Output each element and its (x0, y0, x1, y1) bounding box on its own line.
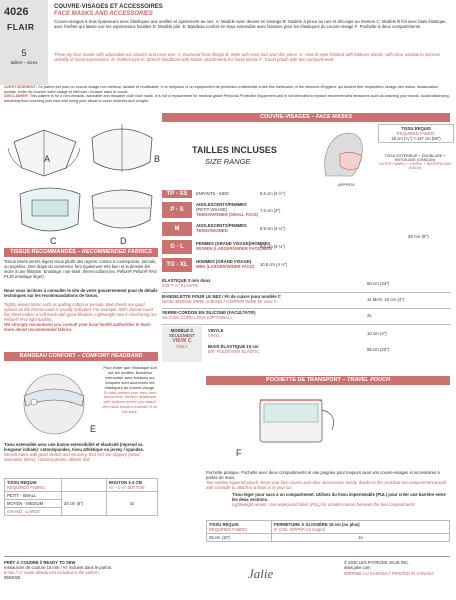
footer-copyright-block (344, 560, 450, 576)
headband-size-small: PETIT - SMALL (5, 492, 62, 500)
face-masks-header-fr: COUVRE-VISAGES (259, 114, 310, 120)
size-label-xl-fr: HOMMES (GRAND VISAGE) (196, 259, 252, 264)
view-e-letter: E (90, 424, 97, 434)
fabric-required-en: REQUIRED FABRIC (396, 131, 436, 136)
bias-label-en: 5/8" FOLDOVER ELASTIC (208, 349, 260, 354)
fabrics-header-en: RECOMMENDED FABRICS (81, 249, 152, 255)
description-en: Three-ply face masks with adjustable ear elastics and nose wire. A: Diamond-front design B: Style with nose dart and chin piece. C: View B style finished with foldover elastic, with clear window to improve visibility of facial expressions. D: Folded style E: Stretch headband with button attachments for mask elastic F: Travel pouch with two compartments (54, 52, 441, 63)
footer-divider (4, 556, 450, 557)
lining-note (378, 154, 452, 170)
supply-cord-lock-fr: SERRE-CORDON EN SILICONE (FACULTATIF) (162, 310, 256, 315)
size-range-title-fr: TAILLES INCLUSES (192, 145, 277, 155)
warning-label: AVERTISSEMENT: (4, 85, 37, 89)
pattern-line-label: FLAIR (7, 22, 35, 32)
size-label-xs: ENFANTS - KIDS (196, 191, 229, 196)
size-label-s (196, 202, 258, 217)
fabrics-header-fr: TISSUS RECOMMANDÉS (10, 249, 76, 255)
headband-button-fr: BOUTON 3-3 CM (109, 480, 142, 485)
headband-illustration (8, 364, 100, 440)
fabrics-advice-en: We strongly recommend you consult your local health authorities to learn more about recommended fabrics. (4, 322, 151, 333)
supply-elastic-en: SOFT ⅛" ELASTIC (162, 283, 199, 289)
size-label-m-en: TEENS/WOMEN (196, 228, 228, 233)
pouch-req-en: REQUIRED FABRIC (209, 527, 248, 532)
footer-ready: PRÊT À COUDRE // READY TO SEW (4, 560, 76, 565)
pouch-header-en: TRAVEL POUCH (347, 377, 390, 383)
pouch-zip-fr: FERMETURE À GLISSIÈRE 15 cm (ou plus) (274, 522, 360, 527)
warning-text: Ce patron est pour un couvre-visage non médical, lavable et réutilisable. Il ne remplace ni un équipement de protection individuelle à des fins médicales, ni les mesures d'hygiène qui doivent être respectées: lavage des mains, distanciation sociale, éviter de toucher votre visage et éternuer / tousser dans le coude. (4, 85, 439, 94)
size-tag-s: P - S (162, 202, 192, 218)
pattern-id-panel (0, 0, 48, 85)
disclaimer-text: This pattern is for a non-medical, washable and reusable cloth face mask. It is not a replacement for medical grade Personal Protective Equipment and is not intended to replace recommended measures such as washing your hands, social distancing, refraining from touching your face and using your elbow to cover sneezes and coughs. (4, 94, 450, 103)
view-c-label-en2: ONLY (176, 344, 188, 349)
size-label-xl-en: MEN (LARGER/WIDER FACE) (196, 264, 255, 269)
fabrics-text-fr: Tissus tissés serrés légers issus plutôt des rayons: cotons à courtepointe, percale, ou popeline. Des draps du commerce font également très bien et la densité les incite à une filtration. Entoilage: non-tissé, thermocollant (ex. Pellon® Pellon® PAS PL30 entoilage léger). (4, 259, 157, 280)
headband-button-value: 2x (107, 492, 158, 516)
size-label-l-fr: FEMMES (GRAND VISAGE)/HOMMES (196, 241, 271, 246)
view-c-label (162, 326, 202, 362)
size-label-m-fr: ADOLESCENTS/FEMMES (196, 223, 247, 228)
face-mask-fabric-amount: 20 cm (8") (408, 234, 429, 239)
footer-website[interactable]: www.jalie.com (344, 565, 371, 571)
fabrics-text-en: Tightly-woven fabric such as quilting cotton or percale. Bed sheets are good options as the thread count is usually indicated. For example, 500+ thread-count flat sheet makes a soft mask with good filtration. Lightweight sew-in interfacing (ex: Pellon® PAS light fusible). (4, 302, 158, 323)
pouch-header: POCHETTE DE TRANSPORT – TRAVEL POUCH (206, 376, 450, 385)
supply-nose-wire (162, 292, 450, 309)
pouch-fabric-fr: Tissu léger pour sacs à un compartiment. Utilisez du tissu imperméable (PUL) pour créer une barrière entre les deux sections. (232, 492, 446, 502)
fabric-required-fr: TISSU REQUIS (401, 126, 431, 131)
bias-value: 55 cm (22") (367, 347, 390, 352)
mask-view-c (20, 188, 80, 231)
headband-size-large: GRAND - LARGE (5, 508, 62, 516)
size-label-xl (196, 259, 254, 269)
size-value-m: 8.5 cm (3 ¼") (260, 226, 285, 231)
footer-seam-en: 6 mm / ¼" seam allowances included in the pattern. (4, 570, 100, 575)
headband-note-en: To help protect your ears from discomfort. Stretch headband with buttons where you attach the mask elastics instead of on the ears. (102, 389, 158, 415)
pouch-zip-en: 6" COIL ZIPPER (or longer) (274, 527, 326, 532)
view-c-label-en: VIEW C (172, 338, 192, 344)
fabrics-advice-fr: Nous vous incitons à consulter le site de votre gouvernement pour de détails techniques sur les recommandations de tissus. (4, 288, 158, 299)
title-en: FACE MASKS AND ACCESSORIES (54, 11, 153, 17)
size-tag-xs: TP - XS (162, 190, 192, 198)
size-tag-xl: TG - XL (162, 258, 192, 272)
mask-view-d (92, 190, 152, 228)
headband-button-en: ¾" - 1 ¼" BUTTON (109, 485, 145, 490)
view-f-letter: F (236, 448, 242, 458)
pouch-zip-value: 2x (272, 534, 450, 542)
sizes-count: 5 (21, 48, 27, 58)
mask-view-a (8, 130, 80, 176)
headband-header-fr: BANDEAU CONFORT (19, 353, 76, 359)
disclaimer-label: DISCLAIMER: (4, 94, 29, 99)
view-b-letter: B (154, 154, 161, 164)
pouch-table (206, 520, 450, 542)
footer-seam-fr: ressources de couture 10 mm / ⅜" incluent dans le patron. (4, 565, 113, 570)
headband-fabric-value: 20 cm (8") (62, 492, 107, 516)
size-tag-m: M (162, 222, 192, 236)
headband-req-fr: TISSU REQUIS (7, 480, 37, 485)
headband-size-medium: MOYEN - MEDIUM (5, 500, 62, 508)
supply-elastic (162, 276, 450, 293)
headband-note-fr: Pour éviter que l'élastique soit sur les oreilles. Bandeau extensible avec boutons sur lesquels sont accrochés les élastiques du couvre-visage. (103, 365, 157, 390)
footer-code: 9504026 (4, 575, 21, 580)
approx-label: APPROX. (338, 182, 356, 187)
vinyl-value: 10 cm (4") (367, 331, 387, 336)
supply-elastic-value: 60 cm (24") (367, 281, 390, 286)
headband-table (4, 478, 158, 516)
supply-nose-wire-value: 1x MAX. 10 cm (4") (367, 297, 405, 302)
headband-fabric (4, 442, 158, 462)
headband-note (102, 366, 158, 415)
pouch-text (206, 470, 450, 490)
pouch-req-fr: TISSU REQUIS (209, 522, 239, 527)
pouch-fabric-en: Lightweight woven. Use waterproof fabric (PUL) for a better barrier between the two compartments. (232, 502, 416, 507)
sizes-label: tailles – sizes (10, 60, 38, 65)
pouch-text-fr: Pochette pratique. Pochette avec deux compartiments et une poignée pour toujours avoir vos couvre-visages et accessoires à portée de main. (206, 470, 440, 480)
view-a-letter: A (44, 154, 51, 164)
brand-logo: Jalie (248, 566, 274, 581)
supply-cord-lock-en: SILICON CORD LOCK (OPTIONAL) (162, 315, 232, 321)
warning-block (4, 85, 450, 103)
view-d-letter: D (120, 236, 127, 246)
size-label-l-en: WOMEN (LARGER/WIDER FACE)/MEN (196, 246, 273, 251)
size-value-xs: 6.5 cm (2 ½") (260, 191, 285, 196)
fabric-required-box (378, 124, 454, 143)
size-rows (162, 188, 378, 258)
pouch-fabric (232, 492, 450, 507)
lining-note-en: OUTER FABRIC + LINING + INTERFACING (EACH) (378, 162, 452, 170)
supply-elastic-fr: ÉLASTIQUE 3 mm doux (162, 278, 211, 283)
supply-cord-lock (162, 308, 450, 325)
bias-label-fr: BIAIS ÉLASTIQUE 15 cm (208, 344, 259, 349)
headband-fabric-fr: Tissu extensible avec une bonne extensibilité et élasticité (reprend sa longueur initiale): coton/spandex, tissu athlétique ou jersey / spandex. (4, 442, 145, 452)
pouch-text-en: Two-section zippered pouch. Keep your face covers and other accessories handy, thanks to this practical two-compartment pouch with a handle to attach to a hook or in your car. (206, 480, 447, 490)
footer-printed: IMPRIMÉ AU CANADA // PRINTED IN CANADA (344, 570, 435, 576)
footer-seam-info (4, 560, 164, 580)
size-value-l: 9.5 cm (3 ¾") (260, 244, 285, 249)
size-value-s: 7.5 cm (3") (260, 208, 281, 213)
headband-header-en: COMFORT HEADBAND (81, 353, 143, 359)
view-c-label-fr: MODÈLE C (170, 328, 194, 333)
headband-fabric-en: Stretch fabric with good stretch and recovery, that isn't too slippery (avoid swimwear fabric): cotton/spandex, athletic knit. (4, 452, 140, 462)
fabrics-header: TISSUS RECOMMANDÉS – RECOMMENDED FABRICS (4, 248, 158, 257)
mask-views-illustration (4, 112, 159, 247)
head-profile-illustration (318, 128, 366, 180)
bias-label (208, 344, 259, 354)
pouch-fabric-value: 25 cm (10") (207, 534, 272, 542)
face-masks-header-en: FACE MASKS (315, 114, 352, 120)
pattern-number: 4026 (4, 6, 29, 18)
footer-copyright: © 2020 LES PATRONS JALIE INC. (344, 560, 410, 565)
vinyl-label-fr: VINYLE (208, 328, 224, 333)
pouch-header-fr: POCHETTE DE TRANSPORT (266, 377, 341, 383)
description-fr: Couvre-visages à trois épaisseurs avec élastiques aux oreilles et ajustement au nez. A: Modèle avec devant en losange B: Modèle à pince au nez et découpe au menton C: Modèle B fini avec biais élastique, avec fenêtre qui laisse voir les expressions faciales D: Modèle plié. E: Bandeau confort en tissu extensible avec boutons pour les élastiques du couvre-visage F: Pochette à deux compartiments (54, 19, 447, 30)
size-range-title-en: SIZE RANGE (205, 157, 251, 166)
title-fr: COUVRE-VISAGES ET ACCESSOIRES (54, 4, 163, 10)
view-c-letter: C (50, 236, 57, 246)
vinyl-label-en: VINYL (208, 333, 221, 338)
lining-note-fr: TISSU EXTÉRIEUR + DOUBLURE + ENTOILAGE (CHACUN) (384, 154, 446, 162)
fabric-required-dims: 18 cm (⁷⁄₈") × 147 cm (58") (391, 136, 441, 141)
headband-header: BANDEAU CONFORT – COMFORT HEADBAND (4, 352, 158, 361)
supply-nose-wire-fr: BANDELETTE POUR LE NEZ / Fil de cuivre pour modèle C (162, 294, 281, 299)
size-label-s-en: TEENS/WOMEN (SMALL FACE) (196, 212, 259, 217)
pouch-illustration (230, 390, 350, 466)
size-label-s-fr2: (PETIT VISAGE) (196, 207, 228, 212)
size-label-s-fr: ADOLESCENTS/FEMMES (196, 202, 247, 207)
view-c-label-fr2: SEULEMENT (168, 333, 196, 338)
supply-nose-wire-en: NOSE BRIDGE WIRE or BAND / COPPER WIRE for view C (162, 299, 277, 305)
face-masks-header: COUVRE-VISAGES – FACE MASKS (162, 113, 450, 122)
supply-cord-lock-value: 2x (367, 313, 372, 318)
size-tag-l: G - L (162, 240, 192, 254)
size-value-xl: 10.5 cm (4 ⅛") (260, 262, 288, 267)
view-c-supplies (162, 326, 450, 362)
size-label-m (196, 223, 247, 233)
size-row-xl (162, 258, 378, 274)
headband-req-en: REQUIRED FABRIC (7, 485, 46, 490)
mask-view-b (92, 124, 152, 172)
vinyl-label (208, 328, 224, 338)
